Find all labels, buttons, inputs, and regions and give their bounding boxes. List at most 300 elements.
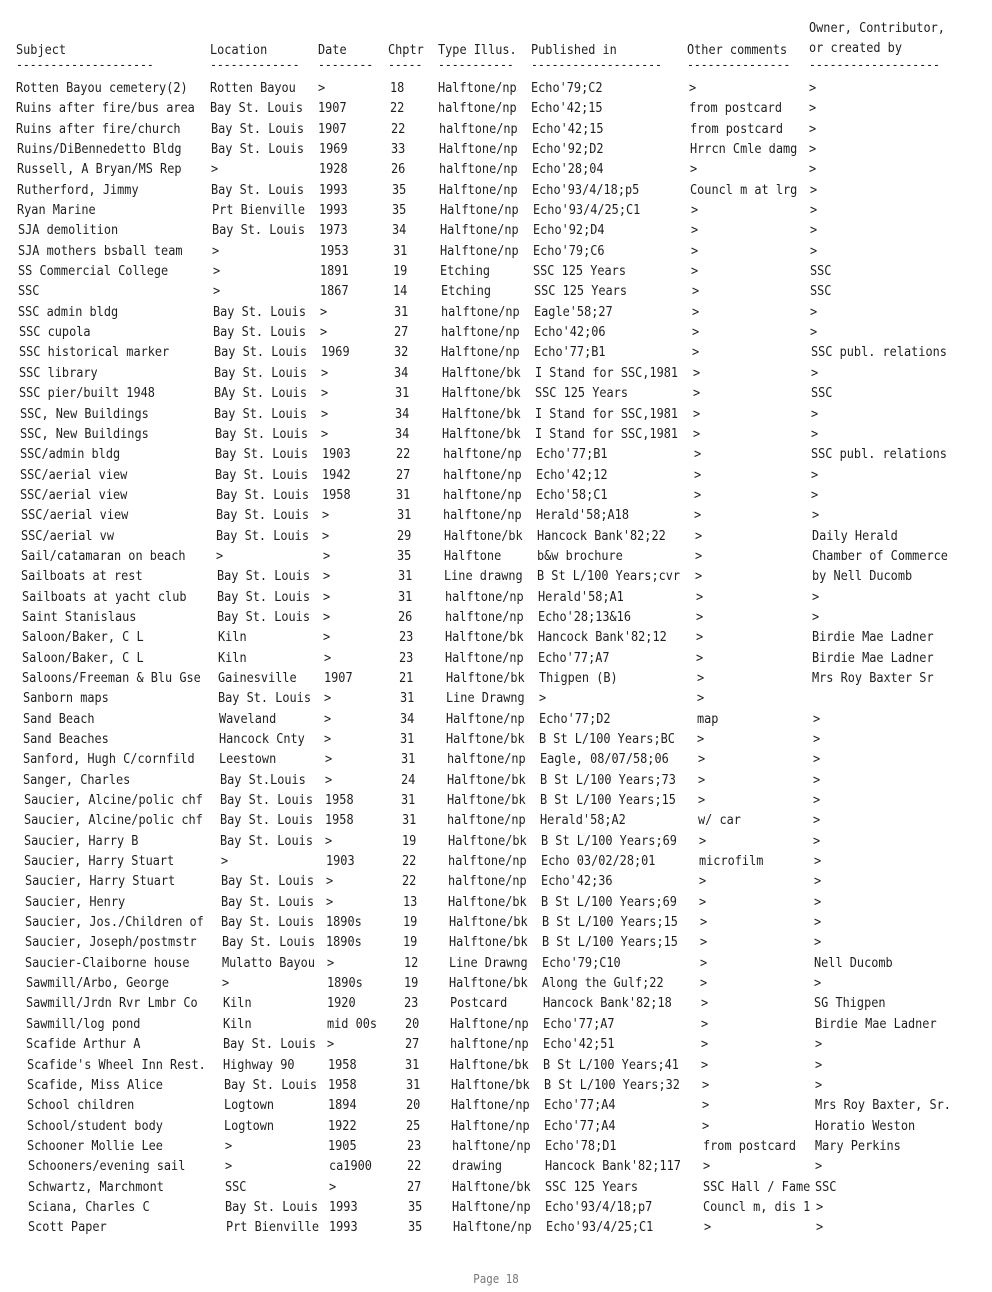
cell-comments: >: [692, 344, 700, 361]
cell-location: >: [213, 283, 221, 300]
cell-type: Etching: [440, 263, 491, 280]
cell-subject: Scafide, Miss Alice: [27, 1076, 163, 1093]
cell-type: Halftone/np: [445, 649, 524, 666]
table-row: [0, 546, 992, 566]
cell-subject: Rotten Bayou cemetery(2): [16, 80, 188, 96]
cell-location: Bay St. Louis: [217, 568, 310, 585]
cell-comments: >: [704, 1219, 712, 1236]
separator-location: -------------: [210, 58, 300, 73]
cell-chptr: 34: [394, 364, 409, 381]
cell-location: Bay St. Louis: [215, 446, 308, 463]
cell-published: B St L/100 Years;cvr: [537, 568, 681, 585]
cell-chptr: 20: [405, 1015, 420, 1032]
cell-type: halftone/np: [443, 446, 522, 463]
cell-comments: >: [700, 934, 708, 951]
cell-owner: SG Thigpen: [814, 995, 886, 1012]
cell-date: >: [323, 608, 331, 625]
cell-date: 1907: [324, 669, 353, 686]
cell-comments: from postcard: [689, 100, 782, 117]
cell-subject: Saint Stanislaus: [22, 608, 137, 625]
cell-comments: >: [694, 486, 702, 503]
cell-owner: SSC: [811, 385, 833, 402]
cell-published: Echo'28;13&16: [538, 608, 631, 625]
header-subject: Subject: [16, 42, 67, 58]
cell-owner: SSC: [810, 263, 832, 280]
cell-date: >: [322, 507, 330, 524]
cell-comments: >: [697, 731, 705, 747]
cell-owner: >: [809, 100, 817, 117]
cell-date: 1891: [320, 263, 349, 280]
cell-location: BAy St. Louis: [214, 385, 307, 402]
cell-chptr: 19: [404, 975, 419, 992]
cell-date: >: [321, 425, 329, 442]
cell-type: halftone/np: [445, 608, 524, 625]
cell-subject: Scafide's Wheel Inn Rest.: [27, 1056, 206, 1073]
cell-type: halftone/np: [443, 466, 522, 483]
cell-location: Highway 90: [223, 1056, 295, 1073]
table-row: [0, 871, 992, 891]
cell-subject: Sanger, Charles: [23, 771, 131, 788]
cell-location: SSC: [225, 1178, 247, 1195]
cell-published: Echo'42;12: [536, 466, 608, 483]
cell-published: Herald'58;A18: [536, 507, 629, 524]
cell-type: Halftone/np: [439, 141, 518, 158]
cell-date: 1905: [328, 1137, 357, 1154]
cell-published: Echo'77;A7: [538, 649, 610, 666]
header-location: Location: [210, 42, 268, 58]
cell-chptr: 27: [405, 1036, 420, 1053]
cell-owner: >: [809, 141, 817, 158]
cell-date: 1890s: [326, 934, 362, 951]
cell-date: >: [322, 527, 330, 544]
cell-comments: >: [699, 873, 707, 890]
cell-owner: >: [816, 1198, 824, 1215]
table-row: [0, 790, 992, 810]
cell-type: halftone/np: [441, 303, 520, 320]
cell-published: Echo'77;B1: [536, 446, 608, 463]
cell-comments: >: [703, 1158, 711, 1175]
table-row: [0, 1095, 992, 1115]
cell-type: Halftone/bk: [442, 425, 521, 442]
cell-published: Hancock Bank'82;18: [543, 995, 672, 1012]
cell-published: Eagle, 08/07/58;06: [540, 751, 669, 768]
cell-date: 1922: [328, 1117, 357, 1134]
cell-owner: SSC: [815, 1178, 837, 1195]
cell-location: Hancock Cnty: [219, 731, 305, 747]
cell-comments: >: [696, 588, 704, 605]
cell-date: 1907: [318, 120, 347, 137]
cell-chptr: 31: [396, 486, 411, 503]
table-row: [0, 1014, 992, 1034]
cell-comments: >: [702, 1117, 710, 1134]
table-row: [0, 1055, 992, 1075]
cell-location: Kiln: [223, 1015, 252, 1032]
cell-type: Halftone/np: [440, 242, 519, 259]
cell-subject: School/student body: [27, 1117, 163, 1134]
cell-chptr: 31: [400, 731, 415, 747]
table-row: [0, 1136, 992, 1156]
cell-chptr: 20: [406, 1097, 421, 1114]
cell-location: Bay St. Louis: [213, 303, 306, 320]
cell-type: Halftone/bk: [442, 364, 521, 381]
cell-comments: >: [692, 324, 700, 341]
cell-location: Logtown: [224, 1117, 275, 1134]
cell-location: Bay St. Louis: [213, 324, 306, 341]
cell-date: 1958: [325, 792, 354, 809]
cell-location: Bay St. Louis: [211, 120, 304, 137]
cell-published: Echo'42;36: [541, 873, 613, 890]
cell-comments: >: [697, 669, 705, 686]
cell-published: B St L/100 Years;BC: [539, 731, 675, 747]
cell-owner: >: [809, 120, 817, 137]
cell-location: >: [213, 263, 221, 280]
cell-comments: >: [696, 629, 704, 646]
cell-type: Halftone/np: [452, 1198, 531, 1215]
cell-date: mid 00s: [327, 1015, 378, 1032]
cell-published: Eagle'58;27: [534, 303, 613, 320]
cell-published: Echo'93/4/18;p7: [545, 1198, 653, 1215]
cell-location: Bay St. Louis: [215, 466, 308, 483]
cell-published: Echo'42;15: [532, 120, 604, 137]
cell-location: Bay St. Louis: [220, 832, 313, 849]
cell-owner: >: [810, 324, 818, 341]
cell-subject: SSC: [18, 283, 40, 300]
cell-chptr: 34: [395, 405, 410, 422]
cell-type: halftone/np: [448, 853, 527, 870]
cell-published: Echo'28;04: [532, 161, 604, 178]
cell-chptr: 27: [394, 324, 409, 341]
cell-type: Halftone/bk: [448, 893, 527, 910]
cell-published: Echo 03/02/28;01: [541, 853, 656, 870]
cell-comments: >: [691, 222, 699, 239]
cell-comments: >: [699, 893, 707, 910]
cell-date: >: [323, 629, 331, 646]
cell-owner: SSC: [810, 283, 832, 300]
cell-type: halftone/np: [443, 486, 522, 503]
cell-owner: >: [810, 181, 818, 198]
cell-comments: >: [693, 364, 701, 381]
cell-chptr: 19: [402, 832, 417, 849]
cell-location: Kiln: [218, 629, 247, 646]
table-row: [0, 424, 992, 444]
table-row: [0, 363, 992, 383]
cell-chptr: 12: [404, 954, 419, 971]
cell-chptr: 34: [395, 425, 410, 442]
cell-chptr: 34: [392, 222, 407, 239]
cell-type: Halftone/np: [441, 344, 520, 361]
cell-location: >: [225, 1158, 233, 1175]
cell-published: B St L/100 Years;69: [541, 893, 677, 910]
cell-subject: SSC admin bldg: [18, 303, 119, 320]
cell-subject: SSC historical marker: [19, 344, 170, 361]
cell-type: Line drawng: [444, 568, 523, 585]
cell-type: Halftone/bk: [442, 405, 521, 422]
cell-location: Bay St. Louis: [221, 893, 314, 910]
cell-published: Echo'79;C6: [533, 242, 605, 259]
cell-comments: >: [701, 1056, 709, 1073]
cell-date: >: [321, 364, 329, 381]
cell-subject: Saloons/Freeman & Blu Gse: [22, 669, 201, 686]
cell-location: Bay St. Louis: [214, 344, 307, 361]
table-row: [0, 281, 992, 301]
cell-date: 1928: [319, 161, 348, 178]
cell-type: Halftone/np: [440, 222, 519, 239]
cell-type: Etching: [441, 283, 492, 300]
cell-published: I Stand for SSC,1981: [535, 364, 679, 381]
cell-date: >: [324, 710, 332, 727]
cell-owner: >: [813, 710, 821, 727]
cell-location: Bay St. Louis: [216, 507, 309, 524]
cell-published: Echo'92;D2: [532, 141, 604, 158]
page-number: Page 18: [473, 1272, 519, 1286]
cell-subject: Saucier, Henry: [25, 893, 126, 910]
cell-chptr: 31: [401, 751, 416, 768]
cell-published: Echo'93/4/18;p5: [532, 181, 640, 198]
cell-type: halftone/np: [450, 1036, 529, 1053]
cell-subject: Saucier-Claiborne house: [25, 954, 190, 971]
cell-chptr: 18: [390, 80, 405, 96]
cell-location: Bay St. Louis: [216, 486, 309, 503]
cell-published: Echo'77;A7: [543, 1015, 615, 1032]
cell-subject: SSC/aerial view: [21, 507, 129, 524]
cell-subject: Saloon/Baker, C L: [22, 629, 144, 646]
cell-date: >: [329, 1178, 337, 1195]
cell-comments: from postcard: [690, 120, 783, 137]
cell-owner: >: [814, 873, 822, 890]
cell-comments: microfilm: [699, 853, 764, 870]
cell-published: B St L/100 Years;15: [542, 914, 678, 931]
cell-comments: >: [696, 608, 704, 625]
cell-location: >: [212, 242, 220, 259]
cell-published: B St L/100 Years;32: [544, 1076, 680, 1093]
cell-date: 1907: [318, 100, 347, 117]
cell-subject: Saucier, Alcine/polic chf: [24, 812, 203, 829]
cell-location: Bay St. Louis: [214, 364, 307, 381]
cell-owner: >: [815, 1036, 823, 1053]
cell-date: >: [326, 873, 334, 890]
cell-subject: SSC pier/built 1948: [19, 385, 155, 402]
cell-subject: Sawmill/Arbo, George: [26, 975, 170, 992]
header-owner-line1: Owner, Contributor,: [809, 20, 945, 36]
table-row: [0, 220, 992, 240]
cell-chptr: 14: [393, 283, 408, 300]
cell-date: ca1900: [329, 1158, 372, 1175]
cell-date: 1993: [319, 202, 348, 219]
cell-location: Bay St. Louis: [224, 1076, 317, 1093]
cell-chptr: 22: [402, 873, 417, 890]
cell-type: halftone/np: [452, 1137, 531, 1154]
cell-location: Bay St. Louis: [218, 690, 311, 707]
cell-subject: Ruins after fire/church: [16, 120, 181, 137]
cell-date: 1903: [326, 853, 355, 870]
cell-subject: Ruins/DiBennedetto Bldg: [17, 141, 182, 158]
cell-owner: >: [812, 608, 820, 625]
cell-date: >: [324, 731, 332, 747]
table-row: [0, 78, 992, 98]
cell-date: 1993: [329, 1219, 358, 1236]
cell-subject: Sand Beaches: [23, 731, 109, 747]
cell-comments: >: [700, 975, 708, 992]
cell-owner: >: [815, 1076, 823, 1093]
cell-date: 1973: [319, 222, 348, 239]
cell-published: SSC 125 Years: [534, 283, 627, 300]
table-row: [0, 200, 992, 220]
cell-owner: Birdie Mae Ladner: [812, 629, 934, 646]
table-row: [0, 159, 992, 179]
cell-comments: >: [701, 995, 709, 1012]
cell-subject: SS Commercial College: [18, 263, 169, 280]
cell-comments: >: [701, 1015, 709, 1032]
cell-location: Bay St. Louis: [222, 934, 315, 951]
cell-chptr: 22: [407, 1158, 422, 1175]
cell-published: B St L/100 Years;15: [542, 934, 678, 951]
cell-comments: >: [693, 385, 701, 402]
table-row: [0, 668, 992, 688]
cell-chptr: 27: [396, 466, 411, 483]
cell-subject: Sawmill/Jrdn Rvr Lmbr Co: [26, 995, 198, 1012]
cell-owner: >: [816, 1219, 824, 1236]
cell-comments: >: [693, 405, 701, 422]
cell-subject: SJA demolition: [18, 222, 119, 239]
cell-subject: Saucier, Joseph/postmstr: [25, 934, 197, 951]
cell-owner: Horatio Weston: [815, 1117, 916, 1134]
cell-location: Bay St. Louis: [216, 527, 309, 544]
table-row: [0, 566, 992, 586]
cell-owner: >: [812, 588, 820, 605]
cell-chptr: 21: [399, 669, 414, 686]
cell-type: Halftone/bk: [449, 975, 528, 992]
cell-subject: Russell, A Bryan/MS Rep: [17, 161, 182, 178]
table-row: [0, 1197, 992, 1217]
cell-published: Echo'77;B1: [534, 344, 606, 361]
separator-chptr: -----: [388, 58, 423, 73]
cell-chptr: 31: [400, 690, 415, 707]
cell-owner: >: [815, 1056, 823, 1073]
cell-date: >: [321, 385, 329, 402]
cell-date: >: [323, 588, 331, 605]
cell-subject: Ryan Marine: [17, 202, 96, 219]
header-chptr: Chptr: [388, 42, 424, 58]
cell-subject: Saucier, Jos./Children of: [25, 914, 204, 931]
cell-date: 1953: [320, 242, 349, 259]
cell-subject: Scafide Arthur A: [26, 1036, 141, 1053]
cell-type: Halftone/bk: [447, 771, 526, 788]
cell-type: Halftone/np: [451, 1117, 530, 1134]
cell-published: Herald'58;A1: [538, 588, 624, 605]
cell-published: Hancock Bank'82;22: [537, 527, 666, 544]
cell-chptr: 31: [406, 1076, 421, 1093]
cell-location: Bay St. Louis: [225, 1198, 318, 1215]
cell-date: >: [324, 690, 332, 707]
cell-comments: Councl m, dis 1: [703, 1198, 811, 1215]
cell-comments: >: [698, 792, 706, 809]
cell-chptr: 35: [408, 1198, 423, 1215]
cell-location: Kiln: [218, 649, 247, 666]
table-row: [0, 505, 992, 525]
cell-owner: Mrs Roy Baxter Sr: [812, 669, 934, 686]
cell-type: halftone/np: [441, 324, 520, 341]
table-row: [0, 526, 992, 546]
cell-chptr: 31: [398, 588, 413, 605]
cell-published: Echo'42;06: [534, 324, 606, 341]
table-row: [0, 810, 992, 830]
cell-location: Prt Bienville: [212, 202, 305, 219]
separator-published: -------------------: [531, 58, 662, 73]
cell-location: Kiln: [223, 995, 252, 1012]
cell-comments: >: [701, 1036, 709, 1053]
table-row: [0, 688, 992, 708]
table-row: [0, 648, 992, 668]
cell-location: Bay St. Louis: [212, 222, 305, 239]
cell-date: 1958: [328, 1056, 357, 1073]
cell-location: Logtown: [224, 1097, 275, 1114]
cell-type: Halftone/np: [440, 202, 519, 219]
cell-owner: >: [813, 792, 821, 809]
cell-owner: Mary Perkins: [815, 1137, 901, 1154]
cell-chptr: 19: [393, 263, 408, 280]
cell-date: 1867: [320, 283, 349, 300]
cell-comments: >: [694, 507, 702, 524]
cell-published: SSC 125 Years: [545, 1178, 638, 1195]
separator-comments: ---------------: [687, 58, 791, 73]
cell-location: >: [225, 1137, 233, 1154]
cell-chptr: 29: [397, 527, 412, 544]
table-row: [0, 729, 992, 749]
table-row: [0, 1034, 992, 1054]
cell-type: Halftone/np: [451, 1097, 530, 1114]
cell-type: Halftone/bk: [446, 669, 525, 686]
cell-published: Echo'77;A4: [544, 1097, 616, 1114]
cell-published: Herald'58;A2: [540, 812, 626, 829]
cell-type: Halftone/bk: [451, 1076, 530, 1093]
table-row: [0, 139, 992, 159]
cell-chptr: 23: [404, 995, 419, 1012]
table-row: [0, 241, 992, 261]
cell-published: Echo'42;15: [531, 100, 603, 117]
cell-location: Bay St. Louis: [220, 812, 313, 829]
cell-date: 1942: [322, 466, 351, 483]
cell-location: Bay St. Louis: [210, 100, 303, 117]
cell-type: Halftone/bk: [447, 792, 526, 809]
cell-location: Bay St. Louis: [211, 141, 304, 158]
cell-type: Halftone/np: [453, 1219, 532, 1236]
table-row: [0, 261, 992, 281]
cell-chptr: 19: [403, 934, 418, 951]
cell-subject: Sailboats at yacht club: [22, 588, 187, 605]
cell-owner: >: [810, 303, 818, 320]
table-row: [0, 587, 992, 607]
cell-published: B St L/100 Years;41: [543, 1056, 679, 1073]
cell-published: SSC 125 Years: [535, 385, 628, 402]
header-type: Type Illus.: [438, 42, 517, 58]
cell-date: 1890s: [326, 914, 362, 931]
cell-date: >: [325, 832, 333, 849]
table-row: [0, 1075, 992, 1095]
cell-date: >: [323, 547, 331, 564]
cell-comments: >: [698, 771, 706, 788]
header-comments: Other comments: [687, 42, 788, 58]
cell-owner: >: [813, 771, 821, 788]
cell-published: Echo'58;C1: [536, 486, 608, 503]
cell-location: Rotten Bayou: [210, 80, 296, 96]
cell-owner: SSC publ. relations: [811, 446, 947, 463]
header-date: Date: [318, 42, 347, 58]
cell-owner: >: [810, 222, 818, 239]
cell-owner: >: [813, 832, 821, 849]
cell-comments: >: [695, 568, 703, 585]
table-row: [0, 342, 992, 362]
cell-date: >: [320, 303, 328, 320]
